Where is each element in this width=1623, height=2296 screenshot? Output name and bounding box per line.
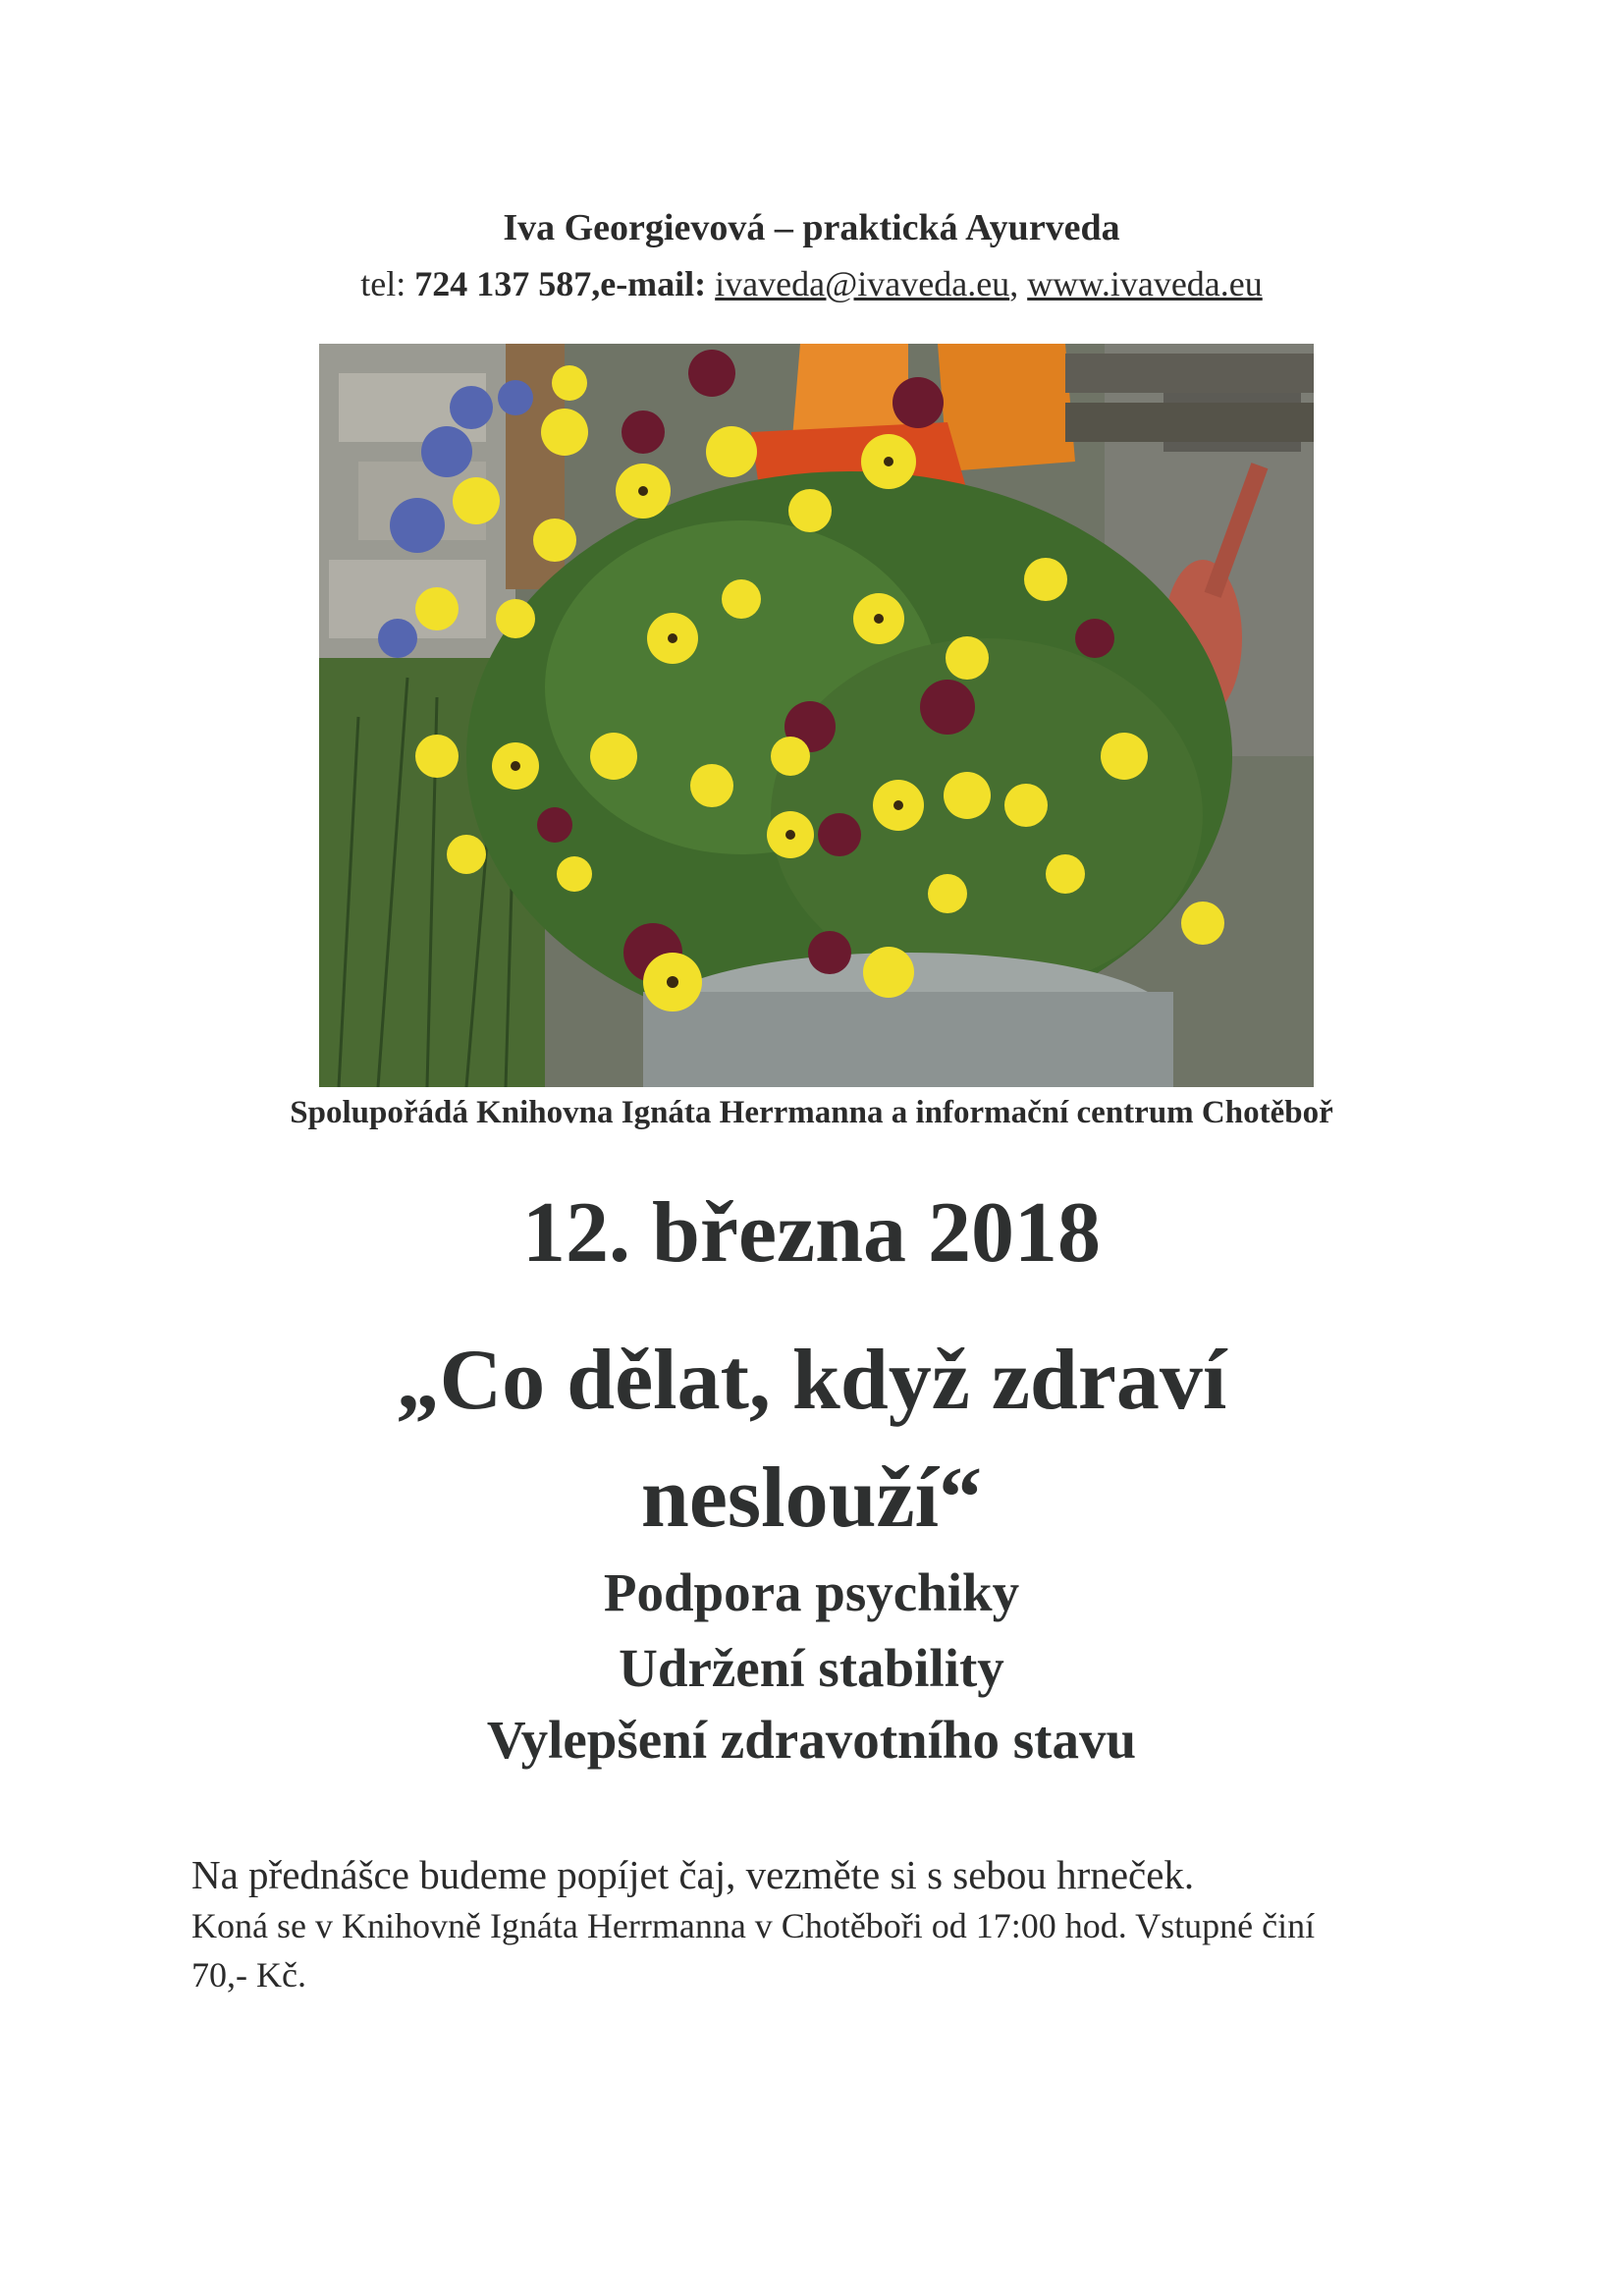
contact-line — [0, 263, 1623, 304]
topic-item: Udržení stability — [619, 1638, 1004, 1698]
event-title-line-1: „Co dělat, když zdraví — [396, 1333, 1227, 1428]
note-venue: Koná se v Knihovně Ignáta Herrmanna v Chotěboři od 17:00 hod. Vstupné činí — [191, 1906, 1316, 1945]
website-link[interactable]: www.ivaveda.eu — [1027, 264, 1263, 303]
tel-value: 724 137 587,e-mail: — [414, 264, 707, 303]
topic-item: Podpora psychiky — [603, 1562, 1020, 1622]
event-date: 12. března 2018 — [521, 1185, 1102, 1281]
flowers-photo — [319, 344, 1314, 1087]
event-title-line-2: neslouží“ — [640, 1450, 983, 1546]
organizer-name: Iva Georgievová – praktická Ayurveda — [503, 207, 1120, 248]
note-tea: Na přednášce budeme popíjet čaj, vezměte si s sebou hrneček. — [191, 1852, 1195, 1897]
tel-label: tel: — [360, 264, 415, 303]
contact-separator: , — [1009, 264, 1028, 303]
email-link[interactable]: ivaveda@ivaveda.eu — [715, 264, 1010, 303]
topic-item: Vylepšení zdravotního stavu — [486, 1710, 1137, 1770]
cosponsor-line: Spolupořádá Knihovna Ignáta Herrmanna a informační centrum Chotěboř — [290, 1095, 1333, 1130]
flowers-photo-icon — [319, 344, 1314, 1087]
note-price: 70,- Kč. — [191, 1955, 306, 1995]
